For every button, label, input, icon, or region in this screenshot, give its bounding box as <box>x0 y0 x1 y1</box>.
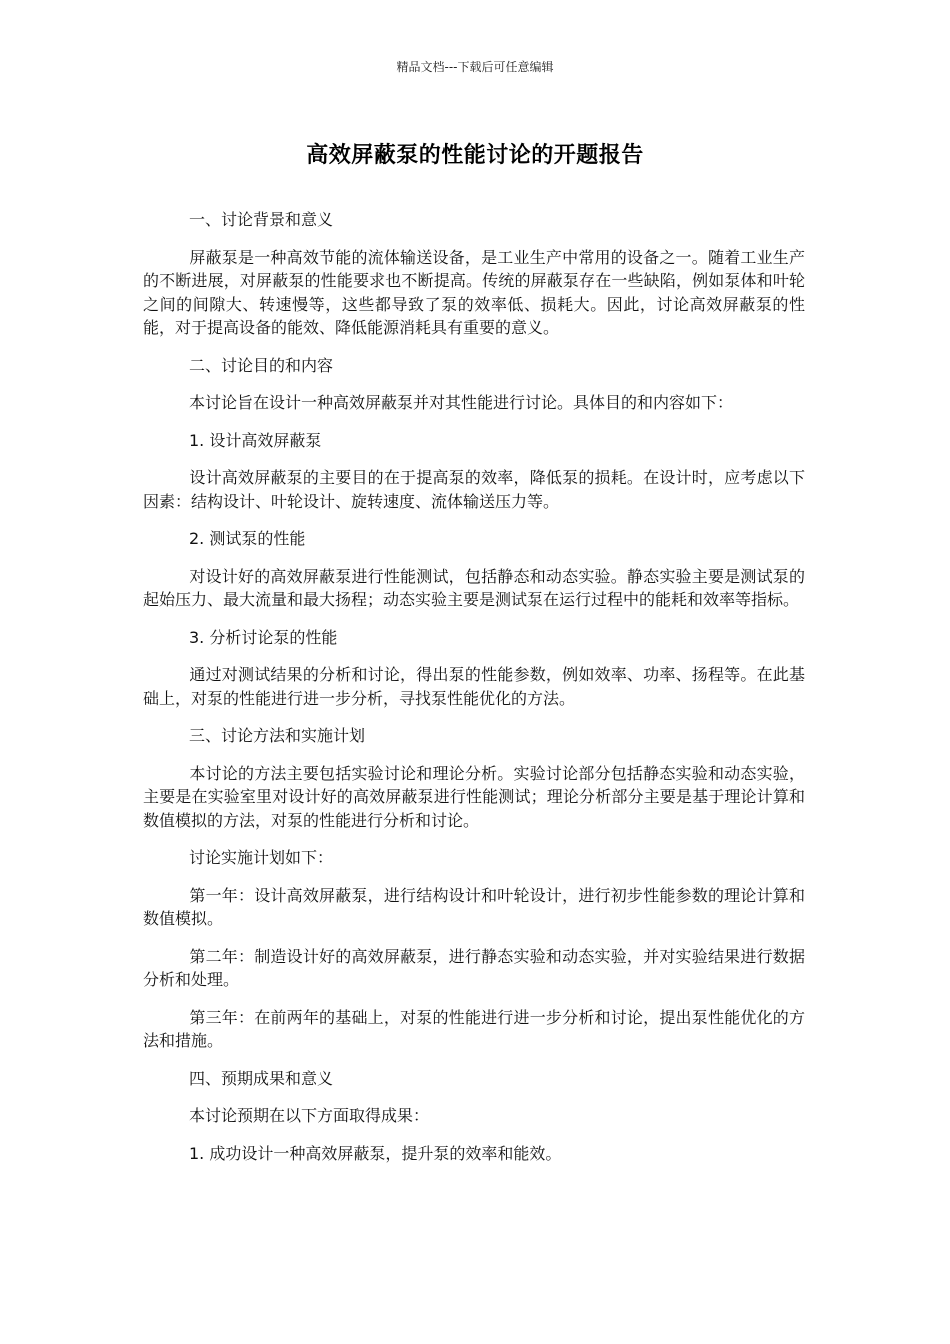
paragraph-background: 屏蔽泵是一种高效节能的流体输送设备，是工业生产中常用的设备之一。随着工业生产的不断进展，对屏蔽泵的性能要求也不断提高。传统的屏蔽泵存在一些缺陷，例如泵体和叶轮之间的间隙大、转速慢等，这些都导致了泵的效率低、损耗大。因此，讨论高效屏蔽泵的性能，对于提高设备的能效、降低能源消耗具有重要的意义。 <box>143 247 805 337</box>
list-item-outcome-1: 1. 成功设计一种高效屏蔽泵，提升泵的效率和能效。 <box>189 1143 562 1163</box>
paragraph-testing: 对设计好的高效屏蔽泵进行性能测试，包括静态和动态实验。静态实验主要是测试泵的起始压力、最大流量和最大扬程；动态实验主要是测试泵在运行过程中的能耗和效率等指标。 <box>143 566 805 609</box>
section-heading-methods: 三、讨论方法和实施计划 <box>189 726 366 745</box>
paragraph-purpose-intro: 本讨论旨在设计一种高效屏蔽泵并对其性能进行讨论。具体目的和内容如下： <box>189 393 734 412</box>
paragraph-analysis: 通过对测试结果的分析和讨论，得出泵的性能参数，例如效率、功率、扬程等。在此基础上，对泵的性能进行进一步分析，寻找泵性能优化的方法。 <box>143 665 805 708</box>
paragraph-plan-year-2: 第二年：制造设计好的高效屏蔽泵，进行静态实验和动态实验，并对实验结果进行数据分析和处理。 <box>143 946 805 989</box>
document-title: 高效屏蔽泵的性能讨论的开题报告 <box>306 143 644 168</box>
section-heading-outcomes: 四、预期成果和意义 <box>189 1068 334 1088</box>
paragraph-plan-year-3: 第三年：在前两年的基础上，对泵的性能进行进一步分析和讨论，提出泵性能优化的方法和措施。 <box>143 1007 805 1050</box>
subheading-design: 1. 设计高效屏蔽泵 <box>189 430 322 450</box>
header-note: 精品文档---下载后可任意编辑 <box>396 60 554 74</box>
paragraph-design: 设计高效屏蔽泵的主要目的在于提高泵的效率，降低泵的损耗。在设计时，应考虑以下因素：结构设计、叶轮设计、旋转速度、流体输送压力等。 <box>143 468 805 511</box>
section-heading-background: 一、讨论背景和意义 <box>189 210 334 229</box>
subheading-testing: 2. 测试泵的性能 <box>189 529 306 548</box>
paragraph-plan-year-1: 第一年：设计高效屏蔽泵，进行结构设计和叶轮设计，进行初步性能参数的理论计算和数值模拟。 <box>143 885 805 928</box>
section-heading-purpose: 二、讨论目的和内容 <box>189 355 334 375</box>
paragraph-plan-intro: 讨论实施计划如下： <box>189 848 334 867</box>
subheading-analysis: 3. 分析讨论泵的性能 <box>189 627 338 647</box>
paragraph-outcomes-intro: 本讨论预期在以下方面取得成果： <box>189 1106 430 1125</box>
document-body <box>143 208 805 1179</box>
paragraph-methods: 本讨论的方法主要包括实验讨论和理论分析。实验讨论部分包括静态实验和动态实验，主要是在实验室里对设计好的高效屏蔽泵进行性能测试；理论分析部分主要是基于理论计算和数值模拟的方法，对泵的性能进行分析和讨论。 <box>143 763 805 830</box>
